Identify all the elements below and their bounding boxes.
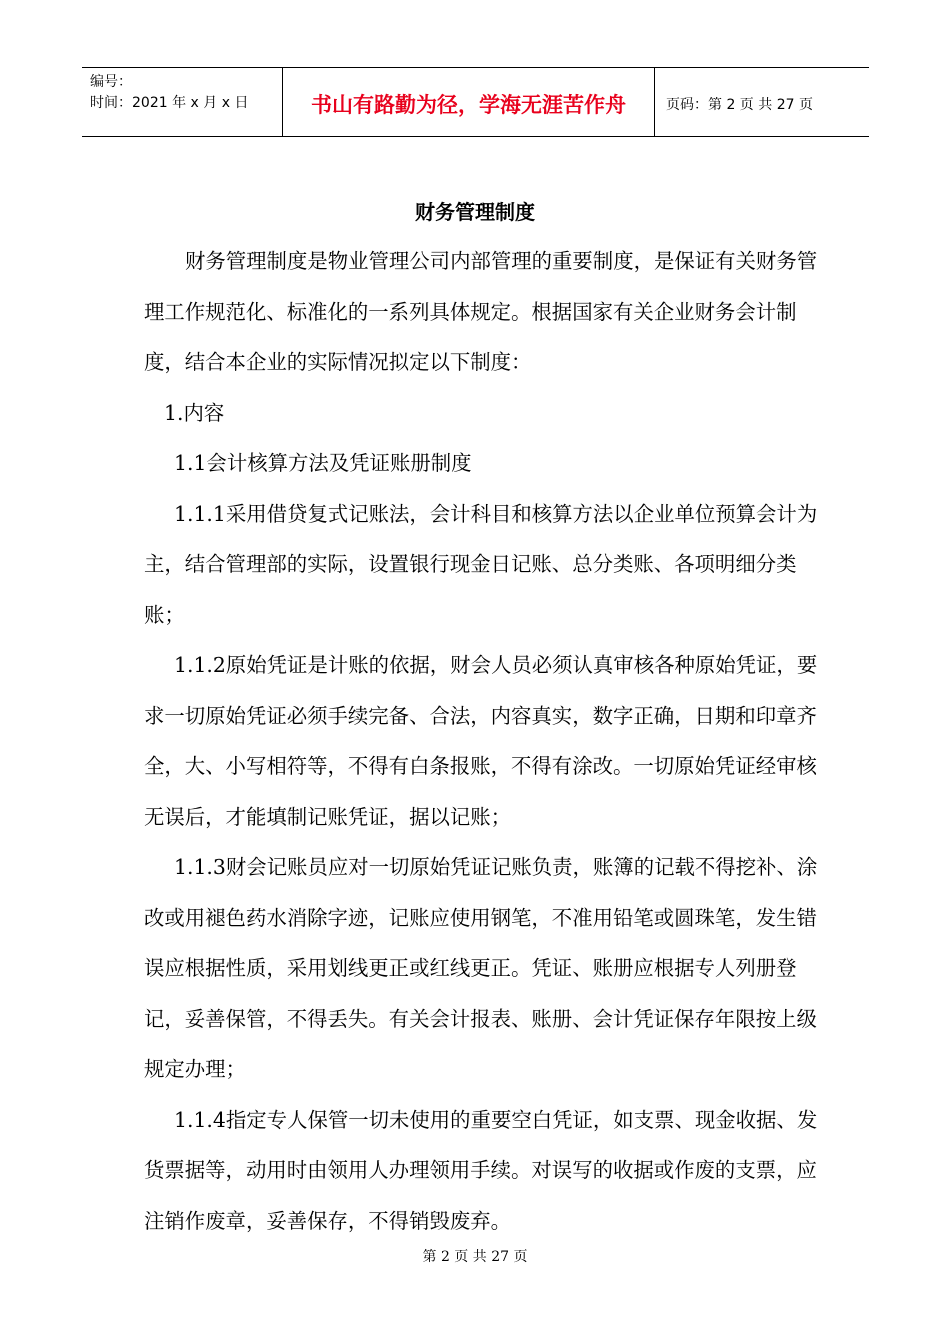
document-number-label: 编号：: [90, 74, 132, 90]
paragraph-intro: 财务管理制度是物业管理公司内部管理的重要制度，是保证有关财务管理工作规范化、标准化的一系列具体规定。根据国家有关企业财务会计制度，结合本企业的实际情况拟定以下制度：: [144, 249, 818, 374]
document-date-label: 时间：2021 年 x 月 x 日: [90, 95, 249, 111]
header-motto-cell: [282, 68, 655, 136]
document-title: 财务管理制度: [415, 200, 535, 224]
subsection-heading: 1.1会计核算方法及凭证账册制度: [174, 451, 472, 475]
page-footer: 第 2 页 共 27 页: [422, 1249, 528, 1265]
paragraph-item: 1.1.4指定专人保管一切未使用的重要空白凭证，如支票、现金收据、发货票据等，动用时由领用人办理领用手续。对误写的收据或作废的支票，应注销作废章，妥善保存，不得销毁废弃。: [144, 1107, 818, 1233]
document-body: [144, 236, 824, 1246]
header-meta-cell: [82, 68, 282, 136]
header-page-info: 页码：第 2 页 共 27 页: [666, 97, 813, 113]
section-heading: 1.内容: [164, 400, 225, 425]
paragraph-item: 1.1.2原始凭证是计账的依据，财会人员必须认真审核各种原始凭证，要求一切原始凭证必须手续完备、合法，内容真实，数字正确，日期和印章齐全，大、小写相符等，不得有白条报账，不得有涂改。一切原始凭证经审核无误后，才能填制记账凭证，据以记账；: [144, 653, 818, 829]
paragraph-item: 1.1.1采用借贷复式记账法，会计科目和核算方法以企业单位预算会计为主，结合管理部的实际，设置银行现金日记账、总分类账、各项明细分类账；: [144, 501, 818, 627]
header-page-cell: [654, 68, 869, 136]
paragraph-item: 1.1.3财会记账员应对一切原始凭证记账负责，账簿的记载不得挖补、涂改或用褪色药水消除字迹，记账应使用钢笔，不准用铅笔或圆珠笔，发生错误应根据性质，采用划线更正或红线更正。凭证、账册应根据专人列册登记，妥善保管，不得丢失。有关会计报表、账册、会计凭证保存年限按上级规定办理；: [144, 855, 818, 1081]
header-motto: 书山有路勤为径，学海无涯苦作舟: [311, 93, 626, 117]
page-header: [82, 67, 869, 137]
